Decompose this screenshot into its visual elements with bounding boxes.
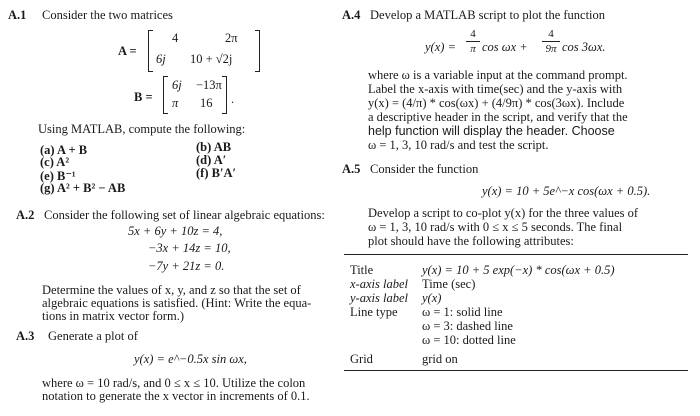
a5-number: A.5 bbox=[342, 162, 361, 176]
attr-name bbox=[350, 333, 422, 348]
attr-name: Title bbox=[350, 263, 374, 277]
attr-value: y(x) bbox=[422, 291, 442, 305]
matrix-a-right-bracket bbox=[255, 30, 260, 72]
a1-item-f: (f) B′A′ bbox=[196, 166, 237, 180]
a1-number: A.1 bbox=[8, 8, 27, 22]
a4-fraction-1-den: π bbox=[470, 43, 476, 55]
attr-row-linetype-3 bbox=[350, 333, 516, 348]
a3-equation: y(x) = e^−0.5x sin ωx, bbox=[134, 352, 247, 366]
a3-heading: Generate a plot of bbox=[48, 329, 138, 343]
a2-equation-1: 5x + 6y + 10z = 4, bbox=[128, 224, 223, 238]
a4-fraction-2-bar bbox=[542, 41, 560, 42]
a4-desc-line-4: a descriptive header in the script, and verify that the bbox=[368, 110, 628, 124]
attr-name: x-axis label bbox=[350, 277, 408, 291]
a4-number: A.4 bbox=[342, 8, 361, 22]
a4-term-2: cos 3ωx. bbox=[562, 40, 606, 54]
a4-heading: Develop a MATLAB script to plot the function bbox=[370, 8, 606, 22]
matrix-b-right-bracket bbox=[222, 76, 227, 114]
a4-fraction-1-num: 4 bbox=[470, 28, 476, 40]
a2-desc-line-3: tions in matrix vector form.) bbox=[42, 309, 184, 323]
a4-fraction-2-den: 9π bbox=[545, 43, 557, 55]
a1-item-c: (c) A² bbox=[40, 155, 70, 169]
matrix-a-r1c2: 2π bbox=[225, 31, 238, 45]
attr-value: ω = 1: solid line bbox=[422, 305, 503, 319]
matrix-a-r1c1: 4 bbox=[172, 31, 179, 45]
a1-heading: Consider the two matrices bbox=[42, 8, 173, 22]
a2-desc-line-1: Determine the values of x, y, and z so that the set of bbox=[42, 283, 301, 297]
matrix-b-r1c2: −13π bbox=[196, 78, 222, 92]
a1-item-a: (a) A + B bbox=[40, 143, 88, 157]
matrix-a-r2c2: 10 + √2j bbox=[190, 52, 233, 66]
a4-term-1: cos ωx + bbox=[482, 40, 528, 54]
attr-value: grid on bbox=[422, 352, 458, 366]
attr-row-xlabel bbox=[350, 277, 475, 292]
matrix-b-left-bracket bbox=[163, 76, 168, 114]
a4-fraction-1 bbox=[466, 28, 480, 55]
matrix-a-r2c1: 6j bbox=[156, 52, 166, 66]
matrix-b-r2c2: 16 bbox=[200, 96, 213, 110]
attr-value: ω = 3: dashed line bbox=[422, 319, 513, 333]
matrix-b-r1c1: 6j bbox=[172, 78, 182, 92]
attr-value: y(x) = 10 + 5 exp(−x) * cos(ωx + 0.5) bbox=[422, 263, 615, 277]
attr-value: ω = 10: dotted line bbox=[422, 333, 516, 347]
a3-desc-line-1: where ω = 10 rad/s, and 0 ≤ x ≤ 10. Utilize the colon bbox=[42, 376, 306, 390]
matrix-b-period: . bbox=[231, 92, 235, 106]
a3-number: A.3 bbox=[16, 329, 35, 343]
a2-equation-2: −3x + 14z = 10, bbox=[148, 241, 231, 255]
attr-row-grid bbox=[350, 352, 458, 367]
attr-row-linetype-2 bbox=[350, 319, 513, 334]
attr-row-ylabel bbox=[350, 291, 441, 306]
table-top-rule bbox=[344, 254, 688, 255]
matrix-b-r2c1: π bbox=[172, 96, 179, 110]
a2-number: A.2 bbox=[16, 208, 35, 222]
attr-row-title bbox=[350, 263, 615, 278]
a4-desc-line-1: where ω is a variable input at the command prompt. bbox=[368, 68, 628, 82]
a2-desc-line-2: algebraic equations is satisfied. (Hint: Write the equa- bbox=[42, 296, 312, 310]
a5-heading: Consider the function bbox=[370, 162, 479, 176]
a4-desc-line-6: ω = 1, 3, 10 rad/s and test the script. bbox=[368, 138, 549, 152]
a1-compute-text: Using MATLAB, compute the following: bbox=[38, 122, 246, 136]
a1-item-d: (d) A′ bbox=[196, 153, 227, 167]
a3-desc-line-2: notation to generate the x vector in increments of 0.1. bbox=[42, 389, 310, 403]
attr-name: Line type bbox=[350, 305, 398, 319]
a5-desc-line-1: Develop a script to co-plot y(x) for the three values of bbox=[368, 206, 639, 220]
a4-desc-line-5: help function will display the header. Choose bbox=[368, 124, 615, 138]
a5-desc-line-3: plot should have the following attributes: bbox=[368, 234, 574, 248]
a4-equation-lhs: y(x) = bbox=[425, 40, 456, 54]
attr-name bbox=[350, 319, 422, 334]
a4-fraction-2-num: 4 bbox=[548, 28, 554, 40]
matrix-a-label: A = bbox=[118, 44, 137, 58]
matrix-b-label: B = bbox=[134, 90, 153, 104]
attr-name: y-axis label bbox=[350, 291, 408, 305]
a4-desc-line-3: y(x) = (4/π) * cos(ωx) + (4/9π) * cos(3ωx). Include bbox=[368, 96, 625, 110]
a2-equation-3: −7y + 21z = 0. bbox=[148, 259, 225, 273]
a4-fraction-1-bar bbox=[466, 41, 480, 42]
a5-desc-line-2: ω = 1, 3, 10 rad/s with 0 ≤ x ≤ 5 seconds. The final bbox=[368, 220, 623, 234]
a4-desc-line-2: Label the x-axis with time(sec) and the y-axis with bbox=[368, 82, 623, 96]
attr-row-linetype-1 bbox=[350, 305, 503, 320]
a1-item-e: (e) B⁻¹ bbox=[40, 169, 76, 183]
a2-heading: Consider the following set of linear algebraic equations: bbox=[44, 208, 325, 222]
a1-item-g: (g) A² + B² − AB bbox=[40, 181, 126, 195]
a5-equation: y(x) = 10 + 5e^−x cos(ωx + 0.5). bbox=[482, 184, 651, 198]
matrix-a-left-bracket bbox=[148, 30, 153, 72]
table-bottom-rule bbox=[344, 370, 688, 371]
a1-item-b: (b) AB bbox=[196, 140, 232, 154]
a4-fraction-2 bbox=[542, 28, 560, 55]
attr-value: Time (sec) bbox=[422, 277, 476, 291]
attr-name: Grid bbox=[350, 352, 373, 366]
